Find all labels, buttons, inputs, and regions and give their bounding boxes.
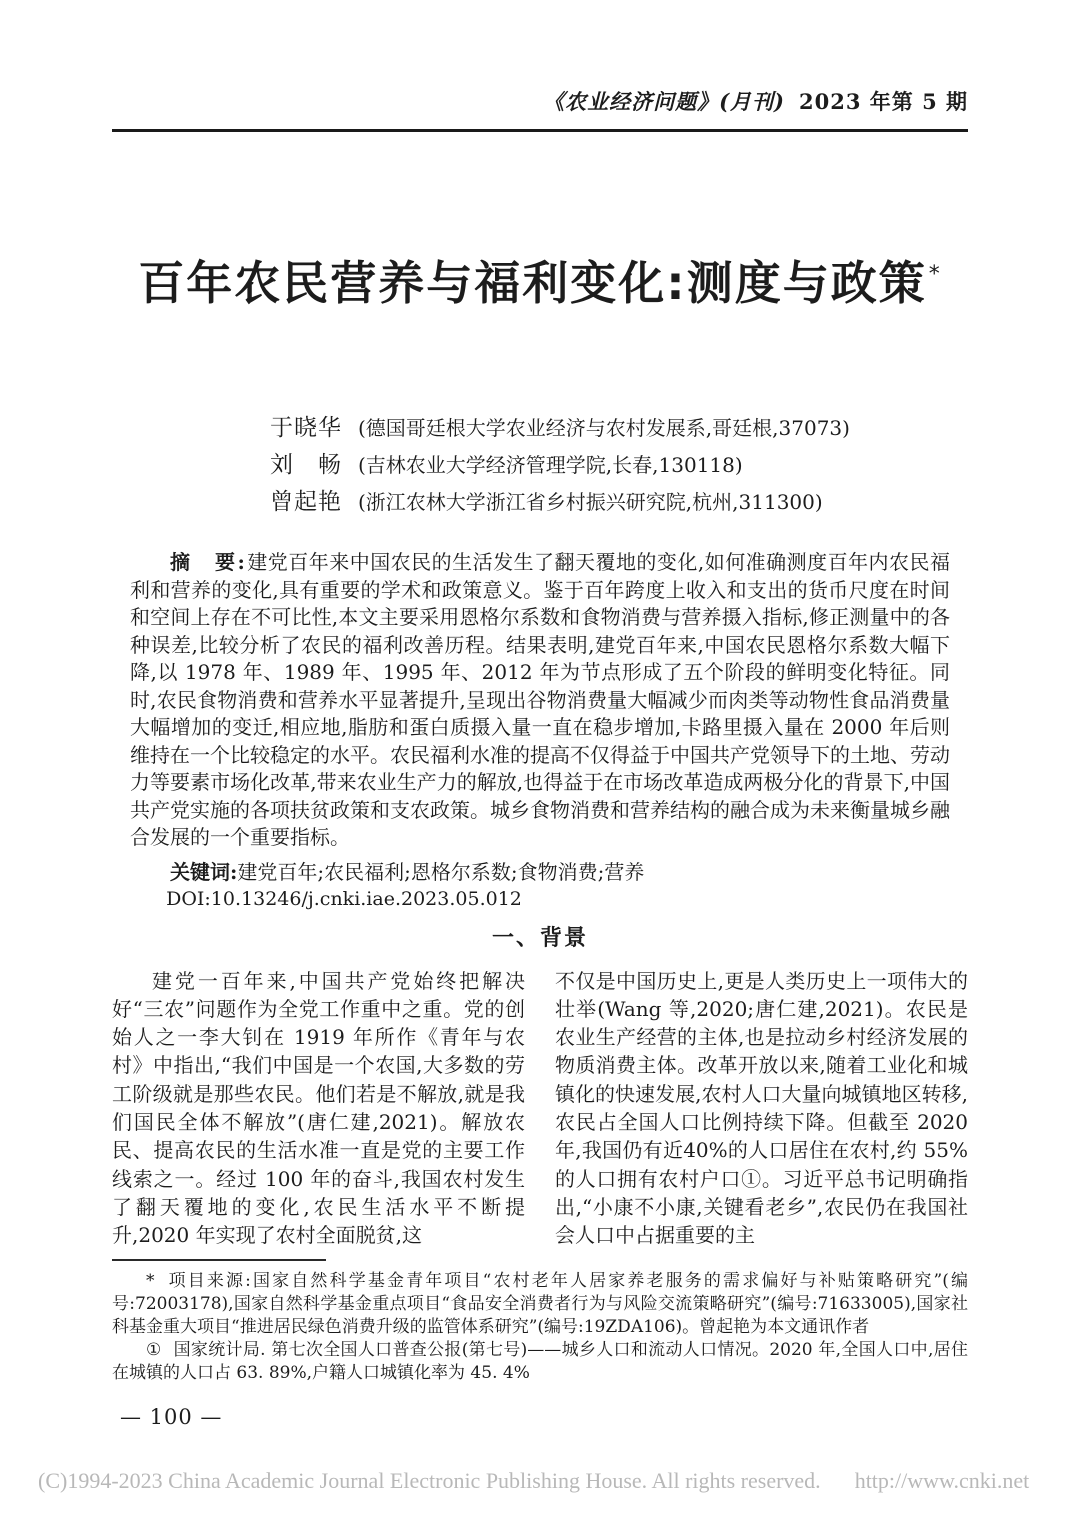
footnote-census <box>112 1339 968 1385</box>
author-name: 于晓华 <box>270 415 342 441</box>
footnotes <box>112 1270 968 1385</box>
journal-name: 《农业经济问题》(月刊) <box>543 89 785 114</box>
journal-issue: 2023 年第 5 期 <box>799 89 968 114</box>
keywords-text: 建党百年;农民福利;恩格尔系数;食物消费;营养 <box>237 859 645 884</box>
author-block <box>112 410 968 521</box>
footnote-funding <box>112 1270 968 1339</box>
paper-title <box>112 242 968 316</box>
abstract <box>130 549 950 852</box>
cnki-footer <box>38 1468 1029 1494</box>
footer-url: http://www.cnki.net <box>854 1468 1030 1493</box>
author-row <box>172 410 968 447</box>
page-number: — 100 — <box>120 1405 223 1430</box>
footnote-mark: ① <box>146 1340 162 1361</box>
header-rule <box>112 129 968 132</box>
body-columns <box>112 967 968 1250</box>
abstract-text: 建党百年来中国农民的生活发生了翻天覆地的变化,如何准确测度百年内农民福利和营养的变化,具有重要的学术和政策意义。鉴于百年跨度上收入和支出的货币尺度在时间和空间上存在不可比性,本文主要采用恩格尔系数和食物消费与营养摄入指标,修正测量中的各种误差,比较分析了农民的福利改善历程。结果表明,建党百年来,中国农民恩格尔系数大幅下降,以 1978 年、1989 年、1995 年、2012 年为节点形成了五个阶段的鲜明变化特征。同时,农民食物消费和营养水平显著提升,呈现出谷物消费量大幅减少而肉类等动物性食品消费量大幅增加的变迁,相应地,脂肪和蛋白质摄入量一直在稳步增加,卡路里摄入量在 2000 年后则维持在一个比较稳定的水平。农民福利水准的提高不仅得益于中国共产党领导下的土地、劳动力等要素市场化改革,带来农业生产力的解放,也得益于在市场改革造成两极分化的背景下,中国共产党实施的各项扶贫政策和支农政策。城乡食物消费和营养结构的融合成为未来衡量城乡融合发展的一个重要指标。 <box>130 550 950 849</box>
footnote-text: 项目来源:国家自然科学基金青年项目“农村老年人居家养老服务的需求偏好与补贴策略研究”(编号:72003178),国家自然科学基金重点项目“食品安全消费者行为与风险交流策略研究”(编号:71633005),国家社科基金重大项目“推进居民绿色消费升级的监管体系研究”(编号:19ZDA106)。曾起艳为本文通讯作者 <box>112 1271 968 1338</box>
footnote-mark: * <box>146 1271 155 1292</box>
abstract-label: 摘 要: <box>170 550 247 574</box>
author-name: 曾起艳 <box>270 489 342 515</box>
keywords <box>130 859 950 886</box>
footer-copyright: (C)1994-2023 China Academic Journal Electronic Publishing House. All rights reserved. <box>38 1468 821 1493</box>
author-affiliation: (德国哥廷根大学农业经济与农村发展系,哥廷根,37073) <box>358 416 850 440</box>
footnote-text: 国家统计局. 第七次全国人口普查公报(第七号)——城乡人口和流动人口情况。2020 年,全国人口中,居住在城镇的人口占 63. 89%,户籍人口城镇化率为 45. 4% <box>112 1340 968 1384</box>
author-affiliation: (吉林农业大学经济管理学院,长春,130118) <box>358 453 743 477</box>
author-name: 刘 畅 <box>270 452 342 478</box>
body-left-column: 建党一百年来,中国共产党始终把解决好“三农”问题作为全党工作重中之重。党的创始人之一李大钊在 1919 年所作《青年与农村》中指出,“我们中国是一个农国,大多数的劳工阶级就是那些农民。他们若是不解放,就是我们国民全体不解放”(唐仁建,2021)。解放农民、提高农民的生活水准一直是党的主要工作线索之一。经过 100 年的奋斗,我国农村发生了翻天覆地的变化,农民生活水平不断提升,2020 年实现了农村全面脱贫,这 <box>112 968 525 1248</box>
footnote-separator <box>112 1259 326 1261</box>
body-right-column: 不仅是中国历史上,更是人类历史上一项伟大的壮举(Wang 等,2020;唐仁建,2021)。农民是农业生产经营的主体,也是拉动乡村经济发展的物质消费主体。改革开放以来,随着工业化和城镇化的快速发展,农村人口大量向城镇地区转移,农民占全国人口比例持续下降。但截至 2020 年,我国仍有近40%的人口居住在农村,约 55%的人口拥有农村户口①。习近平总书记明确指出,“小康不小康,关键看老乡”,农民仍在我国社会人口中占据重要的主 <box>555 968 968 1248</box>
section-heading: 一、背景 <box>491 924 588 951</box>
doi-line: DOI:10.13246/j.cnki.iae.2023.05.012 <box>166 887 522 910</box>
paper-title-text: 百年农民营养与福利变化:测度与政策 <box>138 256 927 310</box>
title-footnote-mark: * <box>928 262 942 287</box>
author-row <box>172 447 968 484</box>
keywords-label: 关键词: <box>170 859 238 884</box>
author-row <box>172 484 968 521</box>
author-affiliation: (浙江农林大学浙江省乡村振兴研究院,杭州,311300) <box>358 490 823 514</box>
journal-header <box>112 0 968 116</box>
